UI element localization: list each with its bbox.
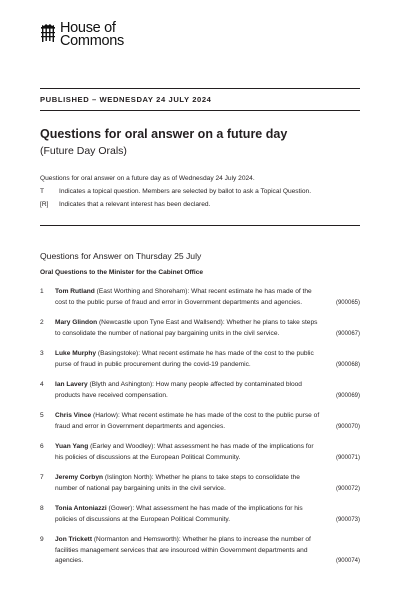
member-name: Mary Glindon — [55, 319, 98, 326]
question-line-2: purse of fraud in public procurement during the covid-19 pandemic. — [55, 360, 251, 368]
divider-top — [40, 88, 360, 89]
question-line-1: : What recent estimate he has made of the cost to the public purse of — [117, 412, 320, 419]
question-reference: (900070) — [335, 423, 360, 430]
question-number: 7 — [40, 474, 44, 481]
question-number: 6 — [40, 443, 44, 450]
question-text — [55, 318, 327, 339]
legend-text: Indicates a topical question. Members are selected by ballot to ask a Topical Question. — [59, 188, 312, 195]
section-heading: Oral Questions to the Minister for the Cabinet Office — [40, 269, 204, 276]
logo-wordmark — [60, 22, 124, 48]
question-item — [40, 504, 360, 535]
question-text — [55, 504, 327, 525]
question-reference: (900065) — [335, 299, 360, 306]
question-item — [40, 473, 360, 504]
member-name: Jeremy Corbyn — [55, 474, 104, 481]
question-line-1: : How many people affected by contaminated blood — [152, 381, 302, 388]
question-text — [55, 535, 327, 567]
member-constituency: (Basingstoke) — [97, 350, 139, 357]
question-reference: (900071) — [335, 454, 360, 461]
member-constituency: (Earley and Woodley) — [90, 443, 154, 450]
question-number: 9 — [40, 536, 44, 543]
question-line-2: number of national pay bargaining units in the civil service. — [55, 484, 226, 492]
question-number: 5 — [40, 412, 44, 419]
question-item — [40, 535, 360, 577]
logo-line-2: Commons — [60, 33, 124, 49]
member-constituency: (East Worthing and Shoreham) — [96, 288, 188, 295]
member-constituency: (Gower) — [108, 505, 133, 512]
question-text — [55, 473, 327, 494]
question-text — [55, 411, 327, 432]
question-reference: (900067) — [335, 330, 360, 337]
question-line-1: : What recent estimate he has made of the — [187, 288, 312, 295]
question-number: 8 — [40, 505, 44, 512]
question-reference: (900069) — [335, 392, 360, 399]
legend-row-interest — [40, 201, 210, 208]
question-line-1: : What assessment he has made of the implications for his — [132, 505, 303, 512]
question-line-2: to consolidate the number of national pay bargaining units in the civil service. — [55, 329, 280, 337]
question-item — [40, 442, 360, 473]
logo-line-1: House of — [60, 20, 116, 36]
member-name: Ian Lavery — [55, 381, 88, 388]
question-line-3: agencies. — [55, 557, 84, 564]
question-line-2: products have received compensation. — [55, 391, 168, 399]
question-line-2: fraud and error in Government departments and agencies. — [55, 422, 226, 430]
legend-symbol: T — [40, 188, 45, 195]
question-line-1: : Whether he plans to increase the number of — [178, 536, 311, 543]
question-number: 2 — [40, 319, 44, 326]
member-name: Jon Trickett — [55, 536, 93, 543]
question-text — [55, 380, 327, 401]
member-name: Chris Vince — [55, 412, 92, 419]
question-text — [55, 442, 327, 463]
intro-text: Questions for oral answer on a future day as of Wednesday 24 July 2024. — [40, 175, 255, 182]
member-constituency: (Newcastle upon Tyne East and Wallsend) — [98, 319, 223, 326]
question-line-1: : What recent estimate he has made of the cost to the public — [138, 350, 314, 357]
question-item — [40, 411, 360, 442]
question-item — [40, 349, 360, 380]
member-name: Luke Murphy — [55, 350, 97, 357]
question-reference: (900072) — [335, 485, 360, 492]
question-reference: (900074) — [335, 558, 360, 564]
member-constituency: (Harlow) — [93, 412, 118, 419]
question-item — [40, 380, 360, 411]
page-subtitle: (Future Day Orals) — [40, 145, 127, 157]
day-heading: Questions for Answer on Thursday 25 July — [40, 251, 202, 261]
question-text — [55, 349, 327, 370]
question-number: 1 — [40, 288, 44, 295]
question-reference: (900068) — [335, 361, 360, 368]
member-constituency: (Islington North) — [104, 474, 152, 481]
member-name: Tom Rutland — [55, 288, 95, 295]
legend-row-topical — [40, 188, 311, 195]
question-item — [40, 318, 360, 349]
question-item — [40, 287, 360, 318]
house-of-commons-logo — [40, 22, 124, 48]
question-line-2: cost to the public purse of fraud and error in Government departments and agencies. — [55, 298, 303, 306]
member-constituency: (Normanton and Hemsworth) — [93, 536, 179, 543]
question-line-2: policies of discussions at the European Political Community. — [55, 515, 231, 523]
portcullis-icon — [40, 23, 56, 43]
page-title: Questions for oral answer on a future day — [40, 127, 288, 141]
member-name: Tonia Antoniazzi — [55, 505, 107, 512]
legend-text: Indicates that a relevant interest has been declared. — [59, 201, 211, 208]
question-number: 3 — [40, 350, 44, 357]
member-name: Yuan Yang — [55, 443, 89, 450]
question-line-2: facilities management services that are insourced within Government departments and — [55, 546, 308, 554]
question-line-1: : Whether he plans to take steps to consolidate the — [151, 474, 300, 481]
question-text — [55, 287, 327, 308]
divider-published — [40, 110, 360, 111]
question-list — [40, 287, 360, 577]
question-number: 4 — [40, 381, 44, 388]
legend-symbol: [R] — [40, 201, 49, 208]
question-reference: (900073) — [335, 516, 360, 523]
member-constituency: (Blyth and Ashington) — [89, 381, 153, 388]
published-date: PUBLISHED – WEDNESDAY 24 JULY 2024 — [40, 95, 212, 104]
question-line-1: : Whether he plans to take steps — [222, 319, 318, 326]
divider-section — [40, 225, 360, 226]
question-line-1: : What assessment he has made of the implications for — [153, 443, 314, 450]
question-line-2: his policies of discussions at the European Political Community. — [55, 453, 241, 461]
